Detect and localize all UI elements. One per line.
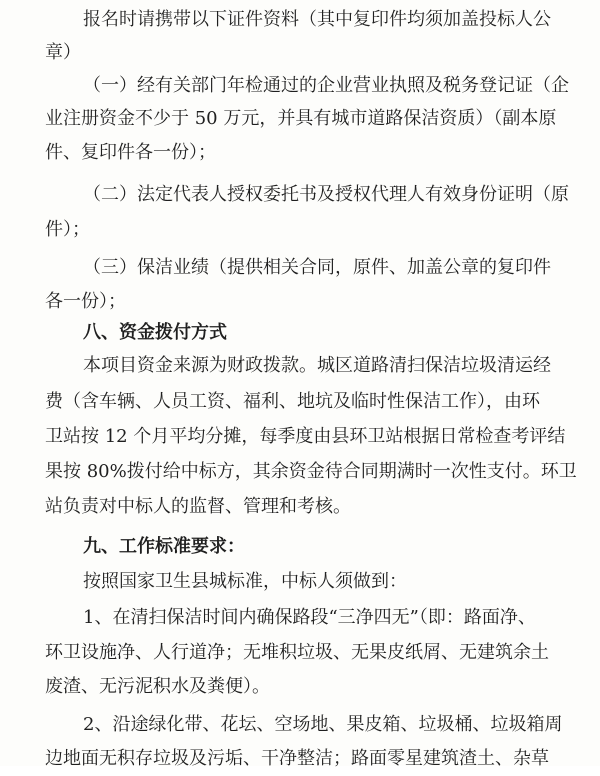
section-heading: 八、资金拨付方式	[83, 322, 227, 343]
paragraph-line: 件、复印件各一份）；	[45, 142, 216, 163]
section-heading: 九、工作标准要求：	[83, 536, 245, 557]
paragraph-line: （一）经有关部门年检通过的企业营业执照及税务登记证（企	[83, 75, 569, 96]
paragraph-line: 件）；	[45, 219, 90, 240]
paragraph-line: 环卫设施净、人行道净；无堆积垃圾、无果皮纸屑、无建筑余土	[45, 642, 549, 663]
paragraph-line: 2、沿途绿化带、花坛、空场地、果皮箱、垃圾桶、垃圾箱周	[83, 714, 563, 735]
paragraph-line: 业注册资金不少于 50 万元，并具有城市道路保洁资质）（副本原	[45, 108, 557, 129]
paragraph-line: 站负责对中标人的监督、管理和考核。	[45, 496, 351, 517]
paragraph-line: 卫站按 12 个月平均分摊，每季度由县环卫站根据日常检查考评结	[45, 426, 566, 447]
paragraph-line: 1、在清扫保洁时间内确保路段“三净四无”（即：路面净、	[83, 607, 536, 628]
paragraph-line: 报名时请携带以下证件资料（其中复印件均须加盖投标人公	[83, 9, 551, 30]
paragraph-line: 本项目资金来源为财政拨款。城区道路清扫保洁垃圾清运经	[83, 355, 551, 376]
paragraph-line: 各一份）；	[45, 291, 126, 312]
paragraph-line: 按照国家卫生县城标准，中标人须做到：	[83, 571, 407, 592]
paragraph-line: （二）法定代表人授权委托书及授权代理人有效身份证明（原	[83, 184, 569, 205]
paragraph-line: 章）	[45, 42, 81, 63]
paragraph-line: 废渣、无污泥积水及粪便）。	[45, 676, 270, 697]
paragraph-line: 费（含车辆、人员工资、福利、地坑及临时性保洁工作），由环	[45, 391, 540, 412]
paragraph-line: （三）保洁业绩（提供相关合同，原件、加盖公章的复印件	[83, 257, 551, 278]
paragraph-line: 果按 80%拨付给中标方，其余资金待合同期满时一次性支付。环卫	[45, 461, 577, 482]
paragraph-line: 边地面无积存垃圾及污垢、干净整洁；路面零星建筑渣土、杂草	[45, 748, 549, 769]
